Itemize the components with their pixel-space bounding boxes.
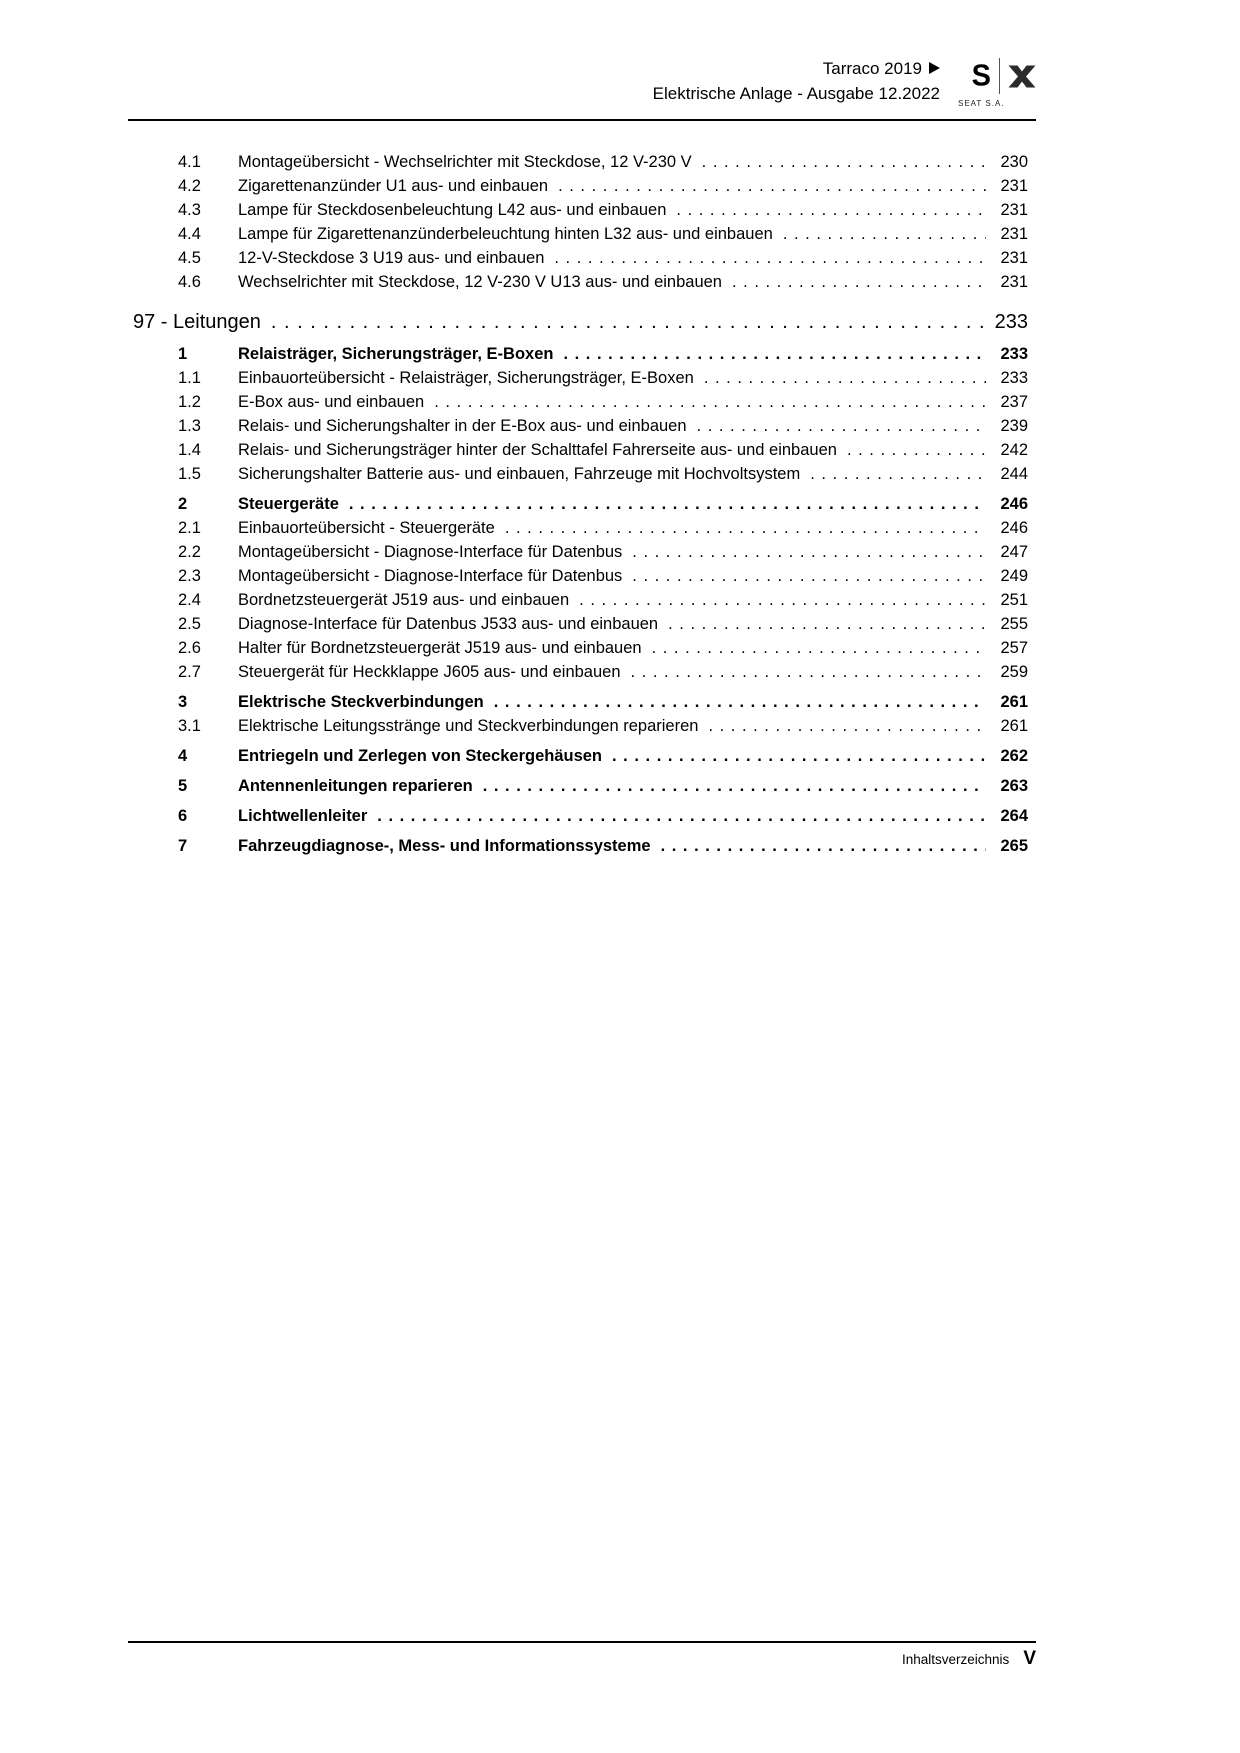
seat-logo: S — [971, 58, 991, 93]
toc-entry-number: 4.3 — [178, 201, 201, 219]
toc-entry-title: Elektrische Steckverbindungen — [238, 693, 484, 711]
dot-leader — [676, 198, 986, 222]
toc-entry-number: 3 — [178, 693, 188, 711]
toc-entry-number: 4.1 — [178, 153, 201, 171]
toc-entry-title: Sicherungshalter Batterie aus- und einbauen, Fahrzeuge mit Hochvoltsystem — [238, 465, 801, 483]
dot-leader — [612, 744, 986, 768]
toc-row — [128, 636, 1036, 660]
toc-entry-page: 231 — [1000, 201, 1028, 219]
doc-title-line — [653, 56, 940, 81]
toc-entry-title: Entriegeln und Zerlegen von Steckergehäusen — [238, 747, 603, 765]
arrow-right-icon — [929, 62, 940, 74]
toc-entry-title: Einbauorteübersicht - Steuergeräte — [238, 519, 495, 537]
toc-entry-page: 261 — [1000, 693, 1028, 711]
toc-entry-title: Steuergerät für Heckklappe J605 aus- und einbauen — [238, 663, 621, 681]
footer-rule — [128, 1641, 1036, 1643]
toc-entry-title: Lichtwellenleiter — [238, 807, 368, 825]
toc-entry-number: 2.7 — [178, 663, 201, 681]
toc-row — [128, 660, 1036, 684]
toc-entry-title: Diagnose-Interface für Datenbus J533 aus- und einbauen — [238, 615, 659, 633]
toc-entry-page: 263 — [1000, 777, 1028, 795]
toc-entry-title: Wechselrichter mit Steckdose, 12 V-230 V U13 aus- und einbauen — [238, 273, 722, 291]
dot-leader — [704, 366, 986, 390]
dot-leader — [652, 636, 986, 660]
toc-row — [128, 714, 1036, 738]
toc-entry-number: 1.2 — [178, 393, 201, 411]
toc-entry-title: Montageübersicht - Diagnose-Interface für Datenbus — [238, 567, 623, 585]
dot-leader — [847, 438, 986, 462]
toc-entry-number: 1.4 — [178, 441, 201, 459]
toc-row — [128, 774, 1036, 798]
toc-row — [128, 366, 1036, 390]
toc-entry-number: 2.3 — [178, 567, 201, 585]
toc-row — [128, 564, 1036, 588]
dot-leader — [579, 588, 986, 612]
toc-row — [128, 414, 1036, 438]
toc-entry-number: 1.1 — [178, 369, 201, 387]
dot-leader — [377, 804, 986, 828]
footer-page-number: V — [1023, 1648, 1036, 1669]
toc-entry-page: 231 — [1000, 177, 1028, 195]
dot-leader — [558, 174, 986, 198]
dot-leader — [505, 516, 986, 540]
toc-row — [128, 246, 1036, 270]
toc-entry-number: 5 — [178, 777, 188, 795]
toc-row — [128, 438, 1036, 462]
dot-leader — [732, 270, 986, 294]
toc-entry-title: Elektrische Leitungsstränge und Steckverbindungen reparieren — [238, 717, 699, 735]
toc-entry-title: Lampe für Zigarettenanzünderbeleuchtung hinten L32 aus- und einbauen — [238, 225, 773, 243]
cupra-logo — [1008, 65, 1036, 88]
toc-entry-page: 249 — [1000, 567, 1028, 585]
toc-entry-number: 7 — [178, 837, 188, 855]
dot-leader — [434, 390, 986, 414]
dot-leader — [563, 342, 986, 366]
dot-leader — [661, 834, 986, 858]
toc-row — [128, 198, 1036, 222]
toc-entry-page: 242 — [1000, 441, 1028, 459]
toc-entry-number: 2.1 — [178, 519, 201, 537]
toc-entry-page: 255 — [1000, 615, 1028, 633]
toc-entry-title: Relaisträger, Sicherungsträger, E-Boxen — [238, 345, 554, 363]
toc-entry-number: 1.5 — [178, 465, 201, 483]
toc-entry-title: Montageübersicht - Wechselrichter mit Steckdose, 12 V-230 V — [238, 153, 692, 171]
doc-title: Tarraco 2019 — [822, 59, 922, 78]
toc-entry-page: 265 — [1000, 837, 1028, 855]
toc-entry-page: 261 — [1000, 717, 1028, 735]
toc-entry-page: 239 — [1000, 417, 1028, 435]
dot-leader — [554, 246, 986, 270]
toc-entry-title: Relais- und Sicherungshalter in der E-Box aus- und einbauen — [238, 417, 687, 435]
toc-entry-title: 97 - Leitungen — [133, 311, 261, 333]
dot-leader — [271, 309, 986, 336]
toc-entry-number: 4.6 — [178, 273, 201, 291]
toc-row — [128, 804, 1036, 828]
toc-entry-number: 1 — [178, 345, 188, 363]
toc-entry-page: 246 — [1000, 519, 1028, 537]
toc-row — [128, 390, 1036, 414]
toc-row — [128, 492, 1036, 516]
dot-leader — [668, 612, 986, 636]
toc-entry-title: Relais- und Sicherungsträger hinter der Schalttafel Fahrerseite aus- und einbauen — [238, 441, 837, 459]
header-title-block — [653, 56, 940, 106]
dot-leader — [697, 414, 986, 438]
toc-entry-title: Antennenleitungen reparieren — [238, 777, 473, 795]
toc-entry-title: Zigarettenanzünder U1 aus- und einbauen — [238, 177, 549, 195]
toc-entry-page: 244 — [1000, 465, 1028, 483]
toc-entry-number: 2.5 — [178, 615, 201, 633]
toc-row — [128, 462, 1036, 486]
toc-entry-page: 264 — [1000, 807, 1028, 825]
dot-leader — [783, 222, 986, 246]
toc-entry-title: E-Box aus- und einbauen — [238, 393, 425, 411]
toc-row — [128, 342, 1036, 366]
toc-entry-page: 230 — [1000, 153, 1028, 171]
toc-row — [128, 150, 1036, 174]
toc-entry-page: 233 — [994, 311, 1028, 333]
toc-entry-number: 2 — [178, 495, 188, 513]
toc-entry-title: Lampe für Steckdosenbeleuchtung L42 aus- und einbauen — [238, 201, 667, 219]
dot-leader — [632, 540, 986, 564]
toc-row — [128, 690, 1036, 714]
toc-row — [128, 309, 1036, 336]
toc-entry-number: 4.2 — [178, 177, 201, 195]
doc-subtitle: Elektrische Anlage - Ausgabe 12.2022 — [652, 84, 940, 103]
toc-list — [128, 150, 1036, 858]
toc-row — [128, 270, 1036, 294]
toc-entry-page: 237 — [1000, 393, 1028, 411]
page-header — [128, 56, 1036, 108]
toc-entry-page: 231 — [1000, 249, 1028, 267]
toc-entry-title: Einbauorteübersicht - Relaisträger, Sicherungsträger, E-Boxen — [238, 369, 694, 387]
dot-leader — [483, 774, 986, 798]
toc-entry-number: 3.1 — [178, 717, 201, 735]
toc-entry-title: Fahrzeugdiagnose-, Mess- und Informationssysteme — [238, 837, 651, 855]
dot-leader — [494, 690, 986, 714]
toc-entry-title: 12-V-Steckdose 3 U19 aus- und einbauen — [238, 249, 545, 267]
toc-entry-number: 2.6 — [178, 639, 201, 657]
toc-entry-title: Montageübersicht - Diagnose-Interface für Datenbus — [238, 543, 623, 561]
toc-entry-page: 246 — [1000, 495, 1028, 513]
toc-entry-number: 4.5 — [178, 249, 201, 267]
logo-row — [956, 56, 1036, 96]
toc-entry-page: 231 — [1000, 273, 1028, 291]
header-rule — [128, 119, 1036, 121]
dot-leader — [631, 660, 986, 684]
toc-entry-number: 6 — [178, 807, 188, 825]
toc-entry-number: 2.2 — [178, 543, 201, 561]
toc-entry-title: Bordnetzsteuergerät J519 aus- und einbauen — [238, 591, 570, 609]
dot-leader — [702, 150, 986, 174]
toc-entry-number: 4.4 — [178, 225, 201, 243]
toc-row — [128, 516, 1036, 540]
toc-entry-page: 257 — [1000, 639, 1028, 657]
dot-leader — [708, 714, 986, 738]
toc-row — [128, 222, 1036, 246]
toc-entry-title: Halter für Bordnetzsteuergerät J519 aus- und einbauen — [238, 639, 642, 657]
toc-entry-number: 2.4 — [178, 591, 201, 609]
toc-entry-page: 233 — [1000, 345, 1028, 363]
toc-row — [128, 588, 1036, 612]
toc-entry-page: 259 — [1000, 663, 1028, 681]
dot-leader — [810, 462, 986, 486]
brand-text: SEAT S.A. — [958, 99, 1005, 108]
toc-row — [128, 744, 1036, 768]
dot-leader — [632, 564, 986, 588]
logo-divider — [999, 58, 1000, 94]
footer-label: Inhaltsverzeichnis — [902, 1652, 1010, 1667]
toc-entry-number: 1.3 — [178, 417, 201, 435]
page-footer — [128, 1648, 1036, 1670]
toc-row — [128, 612, 1036, 636]
dot-leader — [349, 492, 986, 516]
toc-row — [128, 834, 1036, 858]
toc-entry-page: 231 — [1000, 225, 1028, 243]
toc-row — [128, 540, 1036, 564]
toc-entry-page: 251 — [1000, 591, 1028, 609]
logo-block — [956, 56, 1036, 108]
toc-entry-title: Steuergeräte — [238, 495, 339, 513]
toc-entry-page: 262 — [1000, 747, 1028, 765]
toc-row — [128, 174, 1036, 198]
toc-entry-page: 233 — [1000, 369, 1028, 387]
toc-entry-number: 4 — [178, 747, 188, 765]
toc-entry-page: 247 — [1000, 543, 1028, 561]
